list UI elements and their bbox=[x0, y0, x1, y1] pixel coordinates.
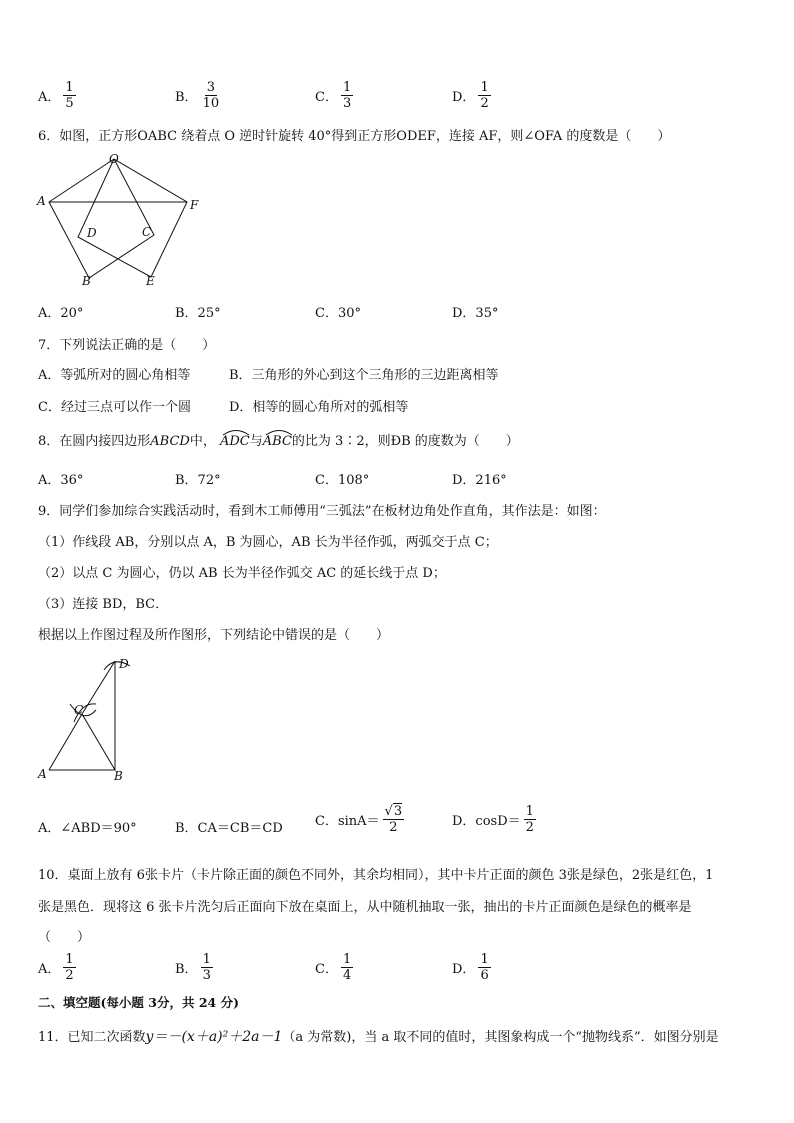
q6-option-c: C．30° bbox=[315, 306, 361, 321]
q6-option-d: D．35° bbox=[452, 306, 499, 321]
triangle-abc bbox=[49, 714, 115, 770]
q9-option-c: C．sinA＝ $\frac{√3}{2}$ bbox=[315, 804, 403, 835]
quadrilateral-name: ABCD bbox=[150, 434, 190, 449]
q8-option-a: A．36° bbox=[38, 473, 84, 488]
q7-option-d: D．相等的圆心角所对的弧相等 bbox=[229, 400, 409, 415]
q8-option-b: B．72° bbox=[175, 473, 221, 488]
q10-line-1: 10．桌面上放有 6张卡片（卡片除正面的颜色不同外，其余均相同），其中卡片正面的颜色 3张是绿色，2张是红色，1 bbox=[38, 868, 714, 883]
q10-line-2: 张是黑色．现将这 6 张卡片洗匀后正面向下放在桌面上，从中随机抽取一张，抽出的卡片正面颜色是绿色的概率是 bbox=[38, 900, 692, 915]
q9-step-2: （2）以点 C 为圆心，仍以 AB 长为半径作弧交 AC 的延长线于点 D； bbox=[38, 566, 446, 581]
q5-option-a bbox=[38, 80, 76, 111]
fraction: $\frac{1}{6}$ bbox=[480, 952, 489, 983]
q9-figure bbox=[34, 652, 144, 784]
option-label: C． bbox=[315, 90, 338, 105]
label-e: E bbox=[146, 274, 155, 288]
label-b: B bbox=[82, 274, 91, 288]
arc-symbol bbox=[264, 428, 294, 436]
q6-option-b: B．25° bbox=[175, 306, 221, 321]
fraction: $\frac{3}{10}$ bbox=[202, 80, 220, 111]
q9-step-1: （1）作线段 AB，分别以点 A，B 为圆心，AB 长为半径作弧，两弧交于点 C； bbox=[38, 535, 498, 550]
q7-stem: 7．下列说法正确的是（ ） bbox=[38, 338, 216, 353]
q9-option-d: D．cosD＝ $\frac{1}{2}$ bbox=[452, 804, 534, 835]
fraction: $\frac{1}{3}$ bbox=[202, 952, 211, 983]
q9-stem: 9．同学们参加综合实践活动时，看到木工师傅用“三弧法”在板材边角处作直角，其作法是：如图： bbox=[38, 504, 606, 519]
q10-option-d: D． $\frac{1}{6}$ bbox=[452, 952, 489, 983]
q9-question: 根据以上作图过程及所作图形，下列结论中错误的是（ ） bbox=[38, 628, 390, 643]
q9-option-b: B．CA＝CB＝CD bbox=[175, 821, 283, 836]
option-label: A． bbox=[38, 90, 61, 105]
option-label: D． bbox=[452, 90, 476, 105]
q5-option-c bbox=[315, 80, 353, 111]
q9-option-a: A．∠ABD＝90° bbox=[38, 821, 137, 836]
option-label: B． bbox=[175, 90, 198, 105]
q8-option-d: D．216° bbox=[452, 473, 507, 488]
arc-adc: ADC bbox=[220, 434, 250, 449]
label-d: D bbox=[119, 657, 129, 671]
section-heading: 二、填空题(每小题 3分，共 24 分) bbox=[38, 995, 239, 1010]
label-b: B bbox=[114, 769, 123, 783]
q8-stem: 8．在圆内接四边形ABCD中， ADC与 ABC的比为 3∶2，则ÐB 的度数为（ ） bbox=[38, 430, 519, 449]
q10-option-a: A． $\frac{1}{2}$ bbox=[38, 952, 74, 983]
q10-line-3: （ ） bbox=[38, 930, 91, 945]
fraction: $\frac{1}{5}$ bbox=[65, 80, 74, 111]
fraction: $\frac{1}{2}$ bbox=[525, 804, 534, 835]
q7-option-a: A．等弧所对的圆心角相等 bbox=[38, 368, 191, 383]
q9-step-3: （3）连接 BD，BC． bbox=[38, 597, 169, 612]
arc-abc: ABC bbox=[263, 434, 292, 449]
q7-option-c: C．经过三点可以作一个圆 bbox=[38, 400, 191, 415]
q6-stem: 6．如图，正方形OABC 绕着点 O 逆时针旋转 40°得到正方形ODEF，连接 AF，则∠OFA 的度数是（ ） bbox=[38, 129, 671, 144]
label-f: F bbox=[190, 198, 199, 212]
label-d: D bbox=[87, 226, 97, 240]
label-a: A bbox=[37, 194, 46, 208]
q10-option-c: C． $\frac{1}{4}$ bbox=[315, 952, 352, 983]
label-a: A bbox=[38, 767, 47, 781]
q5-option-b bbox=[175, 80, 221, 111]
q7-option-b: B．三角形的外心到这个三角形的三边距离相等 bbox=[229, 368, 499, 383]
q8-option-c: C．108° bbox=[315, 473, 370, 488]
square-odef bbox=[78, 159, 187, 277]
fraction: $\frac{1}{2}$ bbox=[480, 80, 489, 111]
q11-formula: y＝－(x＋a)²＋2a－1 bbox=[145, 1029, 283, 1045]
q5-option-d bbox=[452, 80, 491, 111]
fraction: $\frac{1}{3}$ bbox=[342, 80, 352, 111]
label-c: C bbox=[74, 703, 84, 717]
q6-option-a: A．20° bbox=[38, 306, 84, 321]
label-o: O bbox=[109, 152, 119, 166]
fraction: $\frac{√3}{2}$ bbox=[384, 804, 403, 835]
fraction: $\frac{1}{2}$ bbox=[65, 952, 74, 983]
sqrt-symbol: √3 bbox=[384, 804, 403, 819]
square-oabc bbox=[49, 159, 154, 278]
label-c: C bbox=[142, 225, 152, 239]
segment-cd bbox=[82, 661, 115, 714]
arc-symbol bbox=[221, 428, 251, 436]
q10-option-b: B． $\frac{1}{3}$ bbox=[175, 952, 211, 983]
q11-line-1: 11．已知二次函数y＝－(x＋a)²＋2a－1（a 为常数)，当 a 取不同的值时，其图象构成一个“抛物线系”．如图分别是 bbox=[38, 1029, 719, 1045]
q6-figure bbox=[34, 148, 214, 290]
fraction: $\frac{1}{4}$ bbox=[342, 952, 352, 983]
